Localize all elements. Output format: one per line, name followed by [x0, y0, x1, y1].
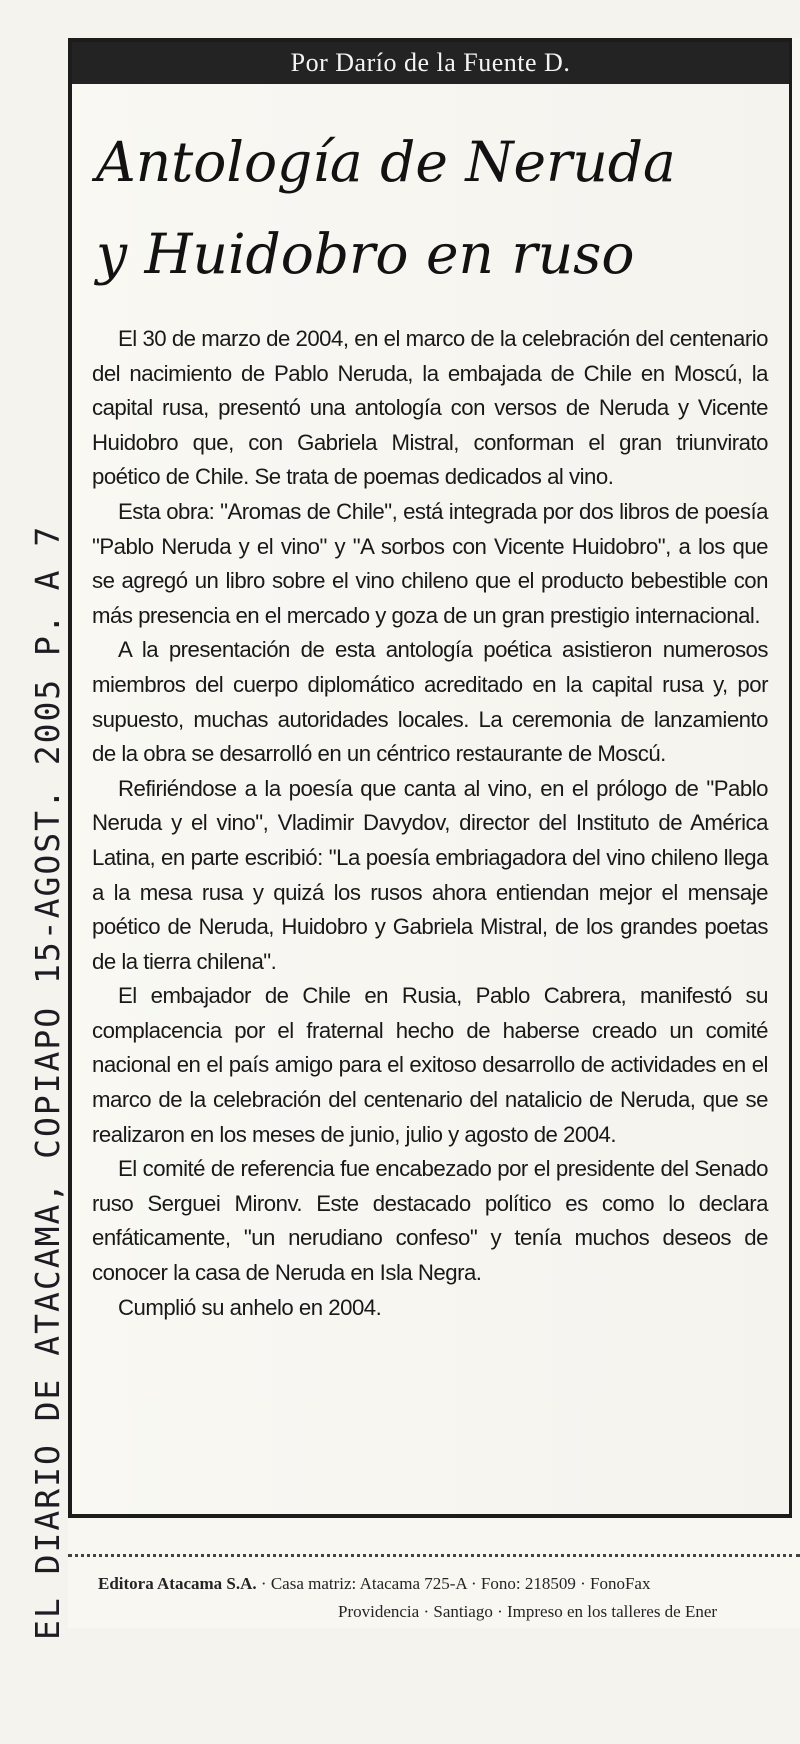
publisher-footer	[98, 1570, 800, 1626]
footer-address: · Casa matriz: Atacama 725-A · Fono: 218509 · FonoFax	[256, 1574, 651, 1593]
footer-line-1	[98, 1570, 800, 1598]
article-box	[68, 38, 792, 1518]
newspaper-clipping	[68, 38, 800, 1628]
headline-line-2: y Huidobro en ruso	[96, 222, 635, 286]
footer-divider	[68, 1554, 800, 1557]
paragraph: El 30 de marzo de 2004, en el marco de la celebración del centenario del nacimiento de Pablo Neruda, la embajada de Chile en Moscú, la capital rusa, presentó una antología con versos de Neruda y Vicente Huidobro que, con Gabriela Mistral, conforman el gran triunvirato poético de Chile. Se trata de poemas dedicados al vino.	[92, 326, 768, 490]
paragraph: El embajador de Chile en Rusia, Pablo Cabrera, manifestó su complacencia por el fraternal hecho de haberse creado un comité nacional en el país amigo para el exitoso desarrollo de actividades en el marco de la celebración del centenario del natalicio de Neruda, que se realizaron en los meses de junio, julio y agosto de 2004.	[92, 983, 768, 1147]
article-body	[92, 322, 768, 1325]
paragraph: A la presentación de esta antología poética asistieron numerosos miembros del cuerpo diplomático acreditado en la capital rusa y, por supuesto, muchas autoridades locales. La ceremonia de lanzamiento de la obra se desarrolló en un céntrico restaurante de Moscú.	[92, 637, 768, 767]
byline: Por Darío de la Fuente D.	[290, 48, 571, 77]
handwritten-source-note: EL DIARIO DE ATACAMA, COPIAPO 15-AGOST. 2005 P. A 7	[28, 524, 67, 1640]
byline-bar	[72, 42, 789, 84]
paragraph: Refiriéndose a la poesía que canta al vino, en el prólogo de "Pablo Neruda y el vino", Vladimir Davydov, director del Instituto de América Latina, en parte escribió: "La poesía embriagadora del vino chileno llega a la mesa rusa y quizá los rusos ahora entiendan mejor el mensaje poético de Neruda, Huidobro y Gabriela Mistral, de los grandes poetas de la tierra chilena".	[92, 775, 768, 974]
headline-line-1: Antología de Neruda	[96, 130, 676, 194]
paragraph: El comité de referencia fue encabezado por el presidente del Senado ruso Serguei Mironv. Este destacado político es como lo declara enfáticamente, "un nerudiano confeso" y tenía muchos deseos de conocer la casa de Neruda en Isla Negra.	[92, 1156, 768, 1286]
paragraph: Cumplió su anhelo en 2004.	[118, 1294, 382, 1320]
publisher-name: Editora Atacama S.A.	[98, 1574, 257, 1593]
article-headline	[96, 116, 756, 300]
handwritten-annotation	[0, 0, 67, 1744]
footer-line-2: Providencia · Santiago · Impreso en los talleres de Ener	[338, 1602, 718, 1621]
paragraph: Esta obra: "Aromas de Chile", está integrada por dos libros de poesía "Pablo Neruda y el vino" y "A sorbos con Vicente Huidobro", a los que se agregó un libro sobre el vino chileno que el producto bebestible con más presencia en el mercado y goza de un gran prestigio internacional.	[92, 498, 768, 628]
